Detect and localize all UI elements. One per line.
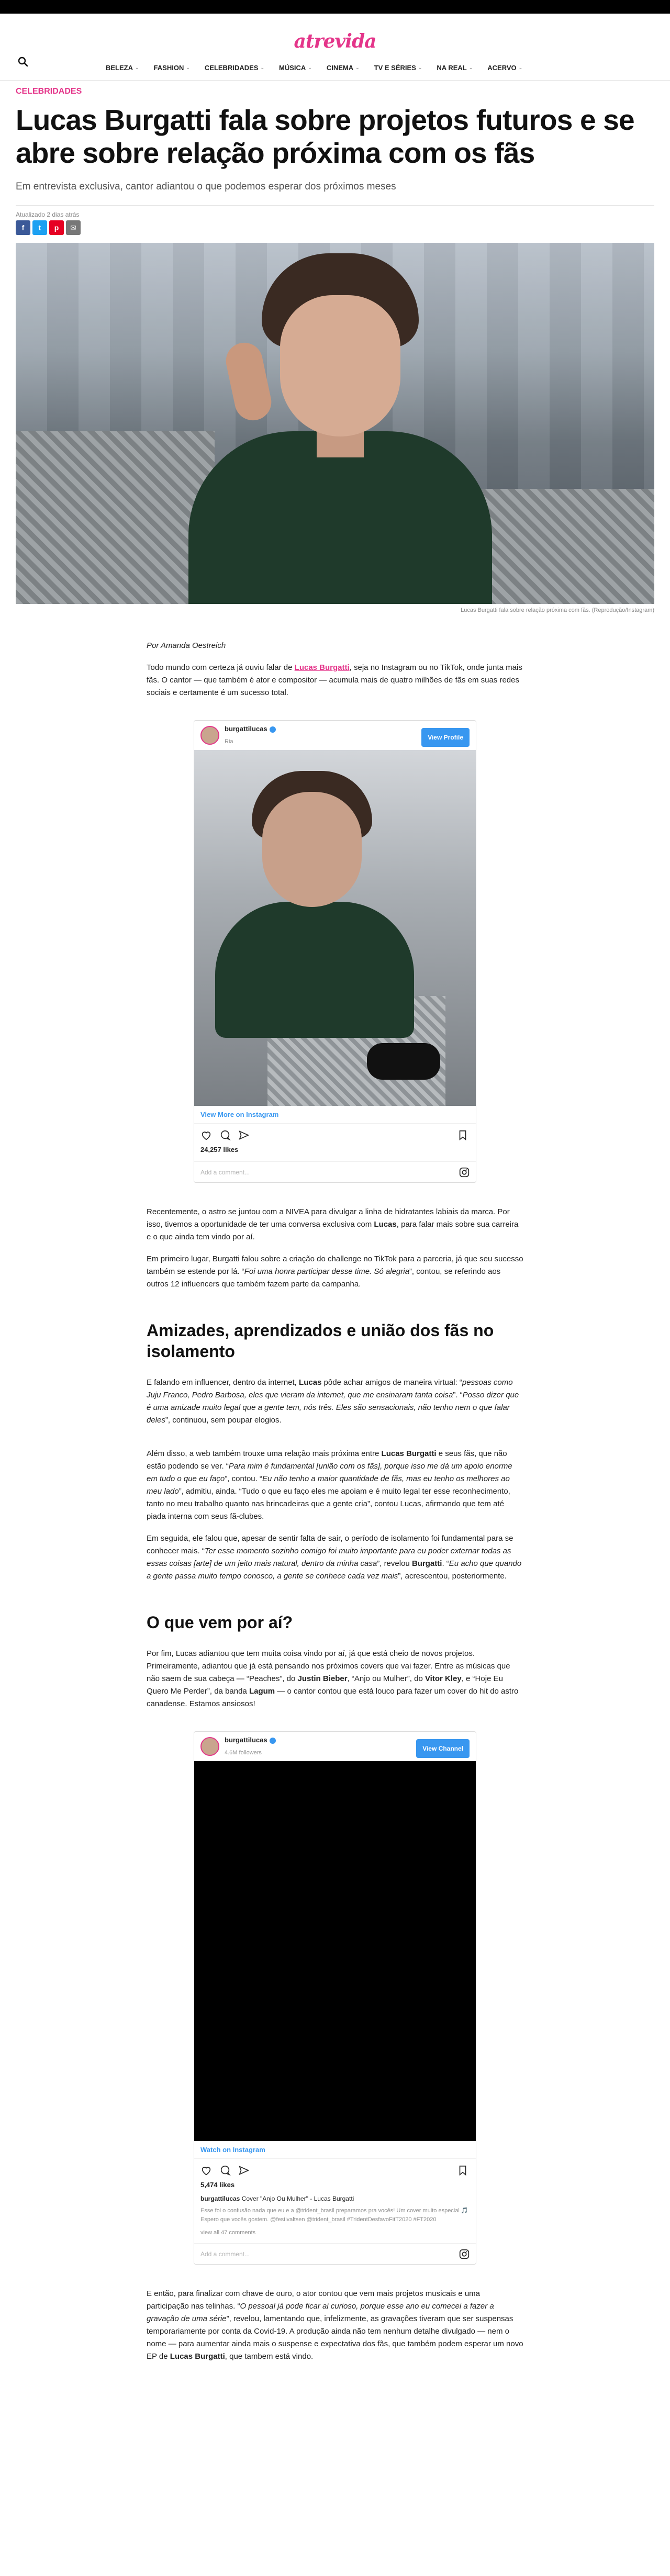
add-comment-field[interactable] xyxy=(194,2243,476,2264)
quote-text: Ter esse momento sozinho comigo foi muito importante para eu poder externar todas as essas coisas [arte] de um jeito mais natural, dentro da minha casa xyxy=(147,1547,511,1568)
nav-item-musica[interactable] xyxy=(279,64,312,72)
text: . “ xyxy=(442,1559,449,1568)
article-meta xyxy=(16,205,654,237)
paragraph xyxy=(147,2288,523,2363)
share-icon[interactable] xyxy=(238,1129,250,1141)
bookmark-icon[interactable] xyxy=(457,2165,468,2176)
article-subtitle: Em entrevista exclusiva, cantor adiantou o que podemos esperar dos próximos meses xyxy=(16,181,396,192)
view-more-link[interactable]: View More on Instagram xyxy=(194,1106,476,1124)
comment-icon[interactable] xyxy=(219,2165,231,2176)
twitter-share-icon[interactable]: t xyxy=(32,220,47,235)
embed-photo[interactable] xyxy=(194,750,476,1106)
paragraph xyxy=(147,1253,523,1291)
username-text: burgattilucas xyxy=(225,1736,267,1744)
caption-username[interactable]: burgattilucas xyxy=(200,2195,240,2202)
instagram-logo-icon[interactable] xyxy=(459,2249,470,2259)
embed-actions xyxy=(194,1124,476,1147)
embed-username[interactable] xyxy=(225,1734,276,1746)
share-bar xyxy=(16,220,81,235)
page-title: Lucas Burgatti fala sobre projetos futuros e se abre sobre relação próxima com os fãs xyxy=(16,104,634,169)
text: Recentemente, o astro se juntou com a NIVEA para divulgar a linha de hidratantes labiais da marca. Por isso, tivemos a oportunidade de ter uma conversa exclusiva com xyxy=(147,1207,510,1229)
heart-icon[interactable] xyxy=(200,1129,212,1141)
hero-caption: Lucas Burgatti fala sobre relação próxima com fãs. (Reprodução/Instagram) xyxy=(461,607,654,613)
hero-image xyxy=(16,243,654,604)
author-byline: Por Amanda Oestreich xyxy=(147,641,226,650)
avatar[interactable] xyxy=(200,726,219,745)
text: Em seguida, ele falou que, apesar de sentir falta de sair, o período de isolamento foi fundamental para se conhecer mais. “ xyxy=(147,1534,513,1555)
embed-subline: Ria xyxy=(225,738,233,745)
bold-text: Lucas Burgatti xyxy=(170,2352,225,2361)
likes-count: 5,474 likes xyxy=(200,2181,235,2189)
photo-face xyxy=(262,792,362,907)
photo-shoe xyxy=(367,1043,440,1080)
text: ”, revelou xyxy=(377,1559,412,1568)
paragraph xyxy=(147,1448,523,1523)
quote-text: Posso dizer que é uma amizade muito legal que a gente tem, nós três. Eles são sensacionais, não tenho nem o que falar deles xyxy=(147,1391,519,1425)
quote-text: Foi uma honra participar desse time. Só alegria xyxy=(244,1267,409,1276)
view-comments-link[interactable]: view all 47 comments xyxy=(200,2230,256,2236)
artist-link[interactable]: Lucas Burgatti xyxy=(294,663,350,672)
bold-text: Lucas xyxy=(374,1220,397,1229)
chevron-down-icon: ⌄ xyxy=(308,65,312,70)
hero-pants-right xyxy=(482,489,654,604)
nav-item-acervo[interactable] xyxy=(487,64,522,72)
text: e seus fãs, que não estão podendo se ver. “ xyxy=(147,1449,507,1471)
paragraph xyxy=(147,1376,523,1427)
text: ”, contou, se referindo aos outros 12 influencers que também fazem parte da campanha. xyxy=(147,1267,501,1289)
chevron-down-icon: ⌄ xyxy=(135,65,139,70)
top-bar xyxy=(0,0,670,14)
text: ”, contou. “ xyxy=(225,1474,262,1483)
paragraph xyxy=(147,1206,523,1244)
chevron-down-icon: ⌄ xyxy=(260,65,265,70)
text: , seja no Instagram ou no TikTok, onde junta mais fãs. O cantor — que também é ator e compositor — acumula mais de quatro milhões de fãs em suas redes sociais e certamente é um sucesso total. xyxy=(147,663,522,697)
nav-item-fashion[interactable] xyxy=(154,64,190,72)
chevron-down-icon: ⌄ xyxy=(518,65,523,70)
quote-text: pessoas como Juju Franco, Pedro Barbosa, eles que vieram da internet, que me ensinaram tanta coisa xyxy=(147,1378,513,1399)
main-nav xyxy=(106,64,537,72)
embed-username[interactable] xyxy=(225,723,276,735)
embed-actions xyxy=(194,2159,476,2182)
username-text: burgattilucas xyxy=(225,725,267,733)
section-heading: O que vem por aí? xyxy=(147,1613,293,1632)
quote-text: Eu acho que quando a gente passa muito tempo conosco, a gente se conhece cada vez mais xyxy=(147,1559,522,1581)
pinterest-share-icon[interactable]: p xyxy=(49,220,64,235)
text: , e “Hoje Eu Quero Me Perder”, da banda xyxy=(147,1674,503,1696)
nav-label: CINEMA xyxy=(326,64,354,72)
paragraph xyxy=(147,1648,523,1710)
paragraph-intro xyxy=(147,662,523,699)
nav-label: TV E SÉRIES xyxy=(374,64,416,72)
nav-item-cinema[interactable] xyxy=(327,64,360,72)
add-comment-placeholder: Add a comment... xyxy=(200,2250,250,2258)
site-header xyxy=(0,14,670,81)
email-share-icon[interactable]: ✉ xyxy=(66,220,81,235)
embed-caption xyxy=(194,2191,476,2203)
text: — o cantor contou que está louco para fazer um cover do hit do astro canadense. Estamos ansiosos! xyxy=(147,1687,519,1708)
bold-text: Justin Bieber xyxy=(297,1674,348,1683)
nav-label: BELEZA xyxy=(106,64,133,72)
chevron-down-icon: ⌄ xyxy=(186,65,190,70)
embed-caption-line: Esse foi o confusão nada que eu e a @trident_brasil preparamos pra vocês! Um cover muito especial 🎵 xyxy=(200,2208,468,2214)
nav-label: ACERVO xyxy=(487,64,517,72)
bookmark-icon[interactable] xyxy=(457,1129,468,1141)
category-kicker[interactable]: CELEBRIDADES xyxy=(16,87,82,96)
quote-text: O pessoal já pode ficar ai curioso, porque esse ano eu comecei a fazer a gravação de uma série xyxy=(147,2302,494,2323)
section-heading: Amizades, aprendizados e união dos fãs no isolamento xyxy=(147,1321,494,1361)
quote-text: Para mim é fundamental [união com os fãs], porque isso me dá um apoio enorme em tudo o que eu faço xyxy=(147,1462,512,1483)
avatar[interactable] xyxy=(200,1737,219,1756)
spacer xyxy=(147,1436,523,1448)
text: ”, revelou, lamentando que, infelizmente, as gravações tiveram que ser suspensas temporariamente por conta da Covid-19. A produção ainda não tem nenhum detalhe divulgado — nem o nome — para aumentar ainda mais o suspense e expectativa dos fãs, que também podem esperar um novo EP de xyxy=(147,2314,523,2361)
text: Por fim, Lucas adiantou que tem muita coisa vindo por aí, já que está cheio de novos projetos. Primeiramente, adiantou que já está pensando nos próximos covers que vai fazer. Entre as músicas que não saem de sua cabeça — “Peaches”, do xyxy=(147,1649,510,1683)
text: ”, continuou, sem poupar elogios. xyxy=(165,1416,282,1425)
likes-count: 24,257 likes xyxy=(200,1146,239,1153)
chevron-down-icon: ⌄ xyxy=(418,65,422,70)
nav-item-na-real[interactable] xyxy=(437,64,473,72)
verified-icon xyxy=(270,1738,276,1744)
caption-text: Cover "Anjo Ou Mulher" - Lucas Burgatti xyxy=(241,2195,354,2202)
text: , “Anjo ou Mulher”, do xyxy=(347,1674,425,1683)
text: Além disso, a web também trouxe uma relação mais próxima entre xyxy=(147,1449,382,1458)
text: ”, acrescentou, posteriormente. xyxy=(398,1572,507,1581)
bold-text: Vitor Kley xyxy=(425,1674,462,1683)
watch-on-instagram-link[interactable]: Watch on Instagram xyxy=(194,2141,476,2159)
chevron-down-icon: ⌄ xyxy=(468,65,473,70)
add-comment-placeholder: Add a comment... xyxy=(200,1168,250,1176)
add-comment-field[interactable] xyxy=(194,1161,476,1182)
instagram-embed-video xyxy=(194,1731,476,2265)
text: E falando em influencer, dentro da internet, xyxy=(147,1378,299,1387)
embed-subline: 4.6M followers xyxy=(225,1750,262,1756)
nav-item-beleza[interactable] xyxy=(106,64,139,72)
text: Em primeiro lugar, Burgatti falou sobre a criação do challenge no TikTok para a parceria, já que seu sucesso também se estende por lá. “ xyxy=(147,1255,523,1276)
nav-label: CELEBRIDADES xyxy=(204,64,259,72)
bold-text: Lucas Burgatti xyxy=(381,1449,437,1458)
view-profile-button[interactable]: View Profile xyxy=(421,728,470,747)
site-logo[interactable]: atrevida xyxy=(294,30,376,52)
verified-icon xyxy=(270,726,276,733)
bold-text: Lucas xyxy=(299,1378,322,1387)
updated-time: Atualizado 2 dias atrás xyxy=(16,211,80,218)
instagram-embed-photo xyxy=(194,720,476,1183)
nav-label: FASHION xyxy=(153,64,184,72)
chevron-down-icon: ⌄ xyxy=(355,65,360,70)
share-icon[interactable] xyxy=(238,2165,250,2176)
photo-body xyxy=(215,902,414,1038)
text: ”, admitiu, ainda. “Tudo o que eu faço eles me apoiam e é muito legal ter esse reconhecimento, tanto no meu trabalho quanto nas brincadeiras que a gente cria”, contou Lucas, afirmando que tem até piada interna com seus fã-clubes. xyxy=(147,1487,510,1521)
text: Todo mundo com certeza já ouviu falar de xyxy=(147,663,295,672)
embed-header xyxy=(194,1732,476,1761)
text: , que tambem está vindo. xyxy=(225,2352,314,2361)
instagram-logo-icon[interactable] xyxy=(459,1167,470,1178)
search-icon[interactable] xyxy=(18,57,28,67)
comment-icon[interactable] xyxy=(219,1129,231,1141)
spacer xyxy=(194,1156,476,1161)
text: , para falar mais sobre sua carreira e o que ainda tem vindo por aí. xyxy=(147,1220,519,1241)
embed-video-player[interactable] xyxy=(194,1761,476,2141)
article-container xyxy=(16,87,654,2363)
view-channel-button[interactable]: View Channel xyxy=(416,1739,470,1758)
hero-face xyxy=(280,295,400,436)
embed-header xyxy=(194,721,476,750)
hero-pants xyxy=(16,431,215,604)
bold-text: Lagum xyxy=(249,1687,275,1696)
quote-text: Eu não tenho a maior quantidade de fãs, mas eu tenho os melhores ao meu lado xyxy=(147,1474,510,1496)
text: pôde achar amigos de maneira virtual: “ xyxy=(321,1378,462,1387)
heart-icon[interactable] xyxy=(200,2165,212,2176)
text: E então, para finalizar com chave de ouro, o ator contou que vem mais projetos musicais e uma participação nas telinhas. “ xyxy=(147,2289,480,2311)
article-body xyxy=(147,640,523,2363)
nav-label: NA REAL xyxy=(437,64,467,72)
nav-item-tv-series[interactable] xyxy=(374,64,422,72)
paragraph xyxy=(147,1532,523,1583)
nav-label: MÚSICA xyxy=(279,64,306,72)
facebook-share-icon[interactable]: f xyxy=(16,220,30,235)
text: ”. “ xyxy=(453,1391,463,1399)
embed-caption-line: Espero que vocês gostem. @festivaltsen @trident_brasil #TridentDesfavoFitT2020 #FT2020 xyxy=(200,2216,437,2223)
nav-item-celebridades[interactable] xyxy=(205,64,264,72)
bold-text: Burgatti xyxy=(411,1559,442,1568)
